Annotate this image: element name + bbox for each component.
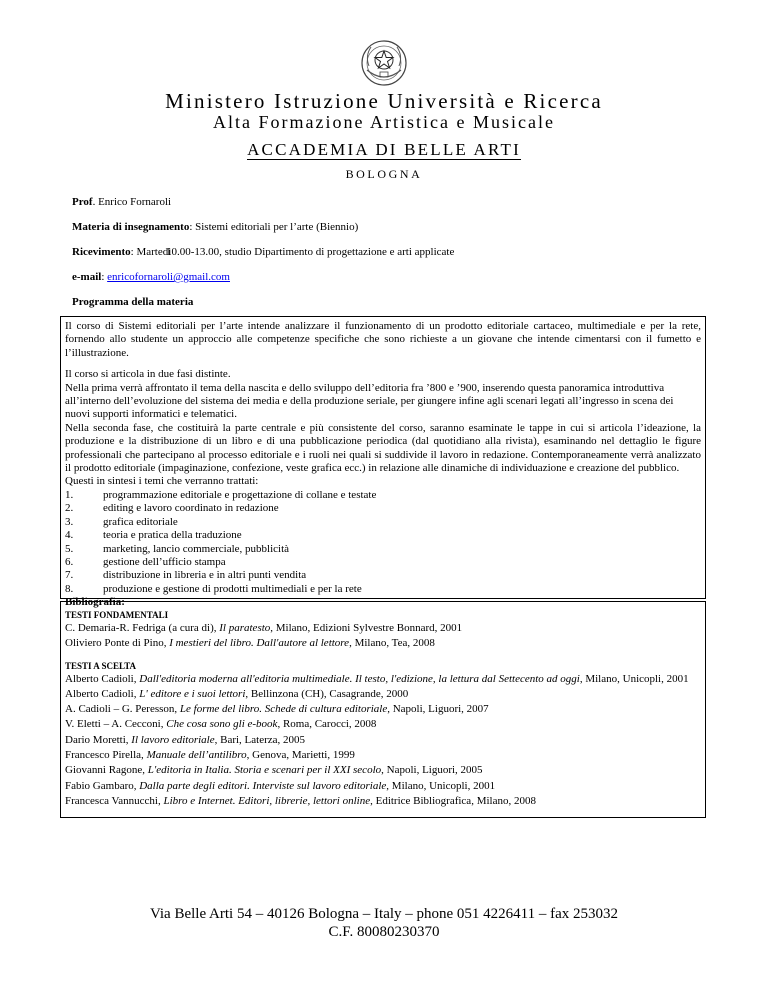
footer (0, 905, 768, 941)
reference-title: Dall'editoria moderna all'editoria multimediale. Il testo, l'edizione, la lettura dal Settecento ad oggi (139, 672, 580, 685)
reference-author: Dario Moretti, (65, 733, 132, 746)
reference-title: L'editoria in Italia. Storia e scenari per il XXI secolo (147, 764, 382, 777)
materia-value: : Sistemi editoriali per l’arte (Biennio) (189, 221, 359, 233)
list-item-number: 5. (65, 542, 74, 555)
email-line (72, 271, 230, 283)
reference-author: Oliviero Ponte di Pino, (65, 637, 170, 650)
reference-title: Le forme del libro. Schede di cultura editoriale (179, 703, 388, 716)
reference-title: Dalla parte degli editori. Interviste sul lavoro editoriale (139, 779, 387, 792)
list-item (65, 489, 701, 502)
reference-author: Francesco Pirella, (65, 749, 147, 762)
list-item-number: 6. (65, 555, 74, 568)
list-item (65, 569, 701, 582)
reference-publisher: , Bellinzona (CH), Casagrande, 2000 (245, 687, 409, 700)
ricevimento-label: Ricevimento (72, 246, 131, 258)
reference-author: Giovanni Ragone, (65, 764, 148, 777)
academy-title-text: ACCADEMIA DI BELLE ARTI (247, 140, 521, 159)
list-item-text: gestione dell’ufficio stampa (103, 555, 226, 568)
reference-publisher: , Napoli, Liguori, 2005 (381, 764, 483, 777)
list-item (65, 529, 701, 542)
reference (65, 621, 701, 636)
city-label: BOLOGNA (345, 167, 423, 181)
reference (65, 717, 701, 732)
reference-publisher: , Milano, Unicopli, 2001 (579, 672, 689, 685)
reference-title: L' editore e i suoi lettori (139, 687, 246, 700)
list-item-number: 3. (65, 515, 74, 528)
reference (65, 748, 701, 763)
list-item-text: produzione e gestione di prodotti multimediali e per la rete (103, 582, 362, 595)
reference-publisher: , Genova, Marietti, 1999 (246, 749, 355, 762)
reference-publisher: , Milano, Edizioni Sylvestre Bonnard, 2001 (270, 622, 463, 634)
reference-title: I mestieri del libro. Dall'autore al lettore (169, 637, 350, 650)
programma-paragraph: Il corso si articola in due fasi distinte. (65, 368, 231, 381)
ricevimento-day: : Martedì (130, 246, 172, 258)
programma-paragraph: Questi in sintesi i temi che verranno trattati: (65, 475, 259, 488)
reference (65, 702, 701, 717)
reference-title: Libro e Internet. Editori, librerie, lettori online (163, 794, 371, 807)
fondamentali-heading: TESTI FONDAMENTALI (65, 610, 169, 620)
prof-label: Prof (72, 196, 93, 208)
italian-republic-emblem-icon (359, 38, 409, 88)
footer-address: Via Belle Arti 54 – 40126 Bologna – Italy – phone 051 4226411 – fax 253032 (149, 906, 619, 922)
list-item-number: 2. (65, 502, 74, 515)
reference (65, 733, 701, 748)
list-item (65, 583, 701, 596)
programma-box (60, 316, 706, 609)
list-item-number: 1. (65, 488, 74, 501)
programma-title (72, 296, 193, 308)
afam-subtitle: Alta Formazione Artistica e Musicale (213, 112, 555, 132)
reference-publisher: , Editrice Bibliografica, Milano, 2008 (370, 794, 536, 807)
reference-publisher: , Bari, Laterza, 2005 (214, 733, 306, 746)
email-sep: : (101, 271, 108, 283)
list-item-text: programmazione editoriale e progettazione di collane e testate (103, 488, 377, 501)
ricevimento-line (72, 246, 171, 258)
list-item-text: teoria e pratica della traduzione (103, 529, 242, 542)
reference-title: Il paratesto (219, 622, 271, 634)
reference (65, 672, 701, 687)
materia-label: Materia di insegnamento (72, 221, 190, 233)
programma-intro: Il corso di Sistemi editoriali per l’arte intende analizzare il funzionamento di un prodotto editoriale cartaceo, multimediale e per la rete, fornendo allo studente un approccio alle competenze specifiche che sono richieste a un giovane che intende cimentarsi con il fumetto e l’illustrazione. (65, 320, 701, 359)
list-item (65, 556, 701, 569)
reference-title: Che cosa sono gli e-book (166, 718, 278, 731)
reference (65, 794, 701, 809)
reference-author: Alberto Cadioli, (65, 672, 140, 685)
list-item-text: distribuzione in libreria e in altri punti vendita (103, 569, 307, 582)
email-link[interactable]: enricofornaroli@gmail.com (107, 271, 230, 283)
email-label: e-mail (72, 271, 102, 283)
ricevimento-time: 10.00-13.00, studio Dipartimento di progettazione e arti applicate (166, 246, 455, 258)
list-item-text: editing e lavoro coordinato in redazione (103, 502, 279, 515)
reference-title: Il lavoro editoriale (131, 733, 215, 746)
reference-author: C. Demaria-R. Fedriga (a cura di), (65, 622, 220, 634)
list-item (65, 502, 701, 515)
list-item (65, 516, 701, 529)
reference (65, 687, 701, 702)
reference-author: Fabio Gambaro, (65, 779, 140, 792)
reference (65, 779, 701, 794)
reference-publisher: , Napoli, Liguori, 2007 (387, 703, 489, 716)
list-item-text: grafica editoriale (103, 515, 178, 528)
reference (65, 636, 701, 651)
list-item-number: 4. (65, 529, 74, 542)
footer-cf: C.F. 80080230370 (328, 924, 440, 940)
academy-title (0, 140, 768, 160)
reference-author: Alberto Cadioli, (65, 687, 140, 700)
list-item-number: 7. (65, 569, 74, 582)
programma-title-text: Programma della materia (72, 296, 194, 308)
list-item-number: 8. (65, 582, 74, 595)
prof-value: . Enrico Fornaroli (92, 196, 172, 208)
bibliografia-box (60, 601, 706, 818)
reference-author: A. Cadioli – G. Peresson, (65, 703, 180, 716)
list-item-text: marketing, lancio commerciale, pubblicità (103, 542, 290, 555)
reference (65, 763, 701, 778)
programma-paragraph: Nella prima verrà affrontato il tema della nascita e dello sviluppo dell’editoria fra ’800 e ’900, inserendo questa panoramica introduttiva all’interno dell’evoluzione del sistema dei media e della produzione seriale, per giungere infine agli scenari legati all’ingresso in scena dei nuovi supporti informatici e telematici. (65, 381, 674, 421)
materia-line (72, 221, 358, 233)
programma-paragraph: Nella seconda fase, che costituirà la parte centrale e più consistente del corso, saranno esaminate le tappe in cui si articola l’ideazione, la produzione e la distribuzione di un libro e di una pubblicazione periodica (dal quotidiano alla rivista), esaminando nel dettaglio le figure professionali che partecipano al processo editoriale e i ruoli nei quali si suddivide il lavoro in redazione. Contemporaneamente verrà analizzato il prodotto editoriale (impaginazione, confezione, veste grafica ecc.) in relazione alle dinamiche di individuazione e creazione del pubblico. (65, 421, 701, 475)
ministry-title: Ministero Istruzione Università e Ricerca (165, 89, 603, 113)
prof-line (72, 196, 171, 208)
reference-title: Manuale dell’antilibro (146, 749, 247, 762)
scelta-heading: TESTI A SCELTA (65, 660, 137, 671)
reference-publisher: , Roma, Carocci, 2008 (277, 718, 377, 731)
list-item (65, 543, 701, 556)
reference-author: Francesca Vannucchi, (65, 794, 164, 807)
reference-publisher: , Milano, Unicopli, 2001 (386, 779, 496, 792)
reference-author: V. Eletti – A. Cecconi, (65, 718, 167, 731)
bibliografia-heading-text: Bibliografia: (65, 596, 125, 609)
reference-publisher: , Milano, Tea, 2008 (349, 637, 435, 650)
